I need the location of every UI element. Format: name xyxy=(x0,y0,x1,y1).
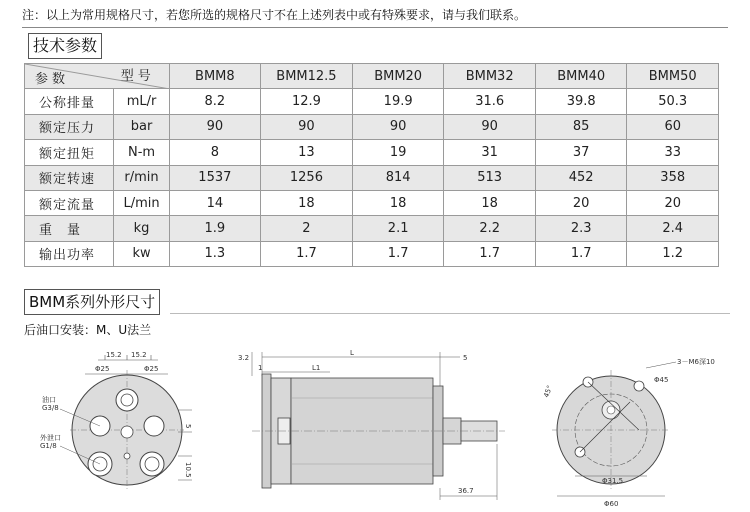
dim-label: 10.5 xyxy=(184,462,192,478)
model-header: BMM50 xyxy=(627,64,719,89)
note-text: 注：以上为常用规格尺寸，若您所选的规格尺寸不在上述列表中或有特殊要求，请与我们联系。 xyxy=(22,8,527,22)
value-cell: 18 xyxy=(260,190,352,215)
dim-label: 1 xyxy=(258,364,263,372)
section-title-dimensions: BMM系列外形尺寸 xyxy=(24,289,160,315)
table-row xyxy=(25,241,719,266)
table-row xyxy=(25,114,719,139)
table-row xyxy=(25,140,719,165)
value-cell: 12.9 xyxy=(260,89,352,114)
corner-label-param: 参数 xyxy=(35,72,70,88)
value-cell: 60 xyxy=(627,114,719,139)
dim-label: Φ25 xyxy=(144,365,159,373)
value-cell: 19.9 xyxy=(352,89,444,114)
value-cell: 513 xyxy=(444,165,536,190)
unit-cell: kw xyxy=(114,241,169,266)
value-cell: 8 xyxy=(169,140,260,165)
value-cell: 1256 xyxy=(260,165,352,190)
value-cell: 31 xyxy=(444,140,536,165)
outline-drawings xyxy=(0,340,750,512)
value-cell: 18 xyxy=(352,190,444,215)
value-cell: 37 xyxy=(535,140,627,165)
value-cell: 2.3 xyxy=(535,216,627,241)
value-cell: 2.2 xyxy=(444,216,536,241)
dim-label: L1 xyxy=(312,364,321,372)
dim-label: Φ31.5 xyxy=(602,477,624,485)
value-cell: 2 xyxy=(260,216,352,241)
value-cell: 452 xyxy=(535,165,627,190)
dim-label: 15.2 xyxy=(131,351,147,359)
unit-cell: kg xyxy=(114,216,169,241)
port-label: 油口 xyxy=(42,396,56,404)
dim-label: 3.2 xyxy=(238,354,250,362)
table-row xyxy=(25,190,719,215)
dim-label: L xyxy=(350,349,354,357)
value-cell: 1.7 xyxy=(444,241,536,266)
param-name-cell: 公称排量 xyxy=(25,89,114,114)
value-cell: 18 xyxy=(444,190,536,215)
model-header: BMM40 xyxy=(535,64,627,89)
value-cell: 814 xyxy=(352,165,444,190)
flange-note: 后油口安装：M、U法兰 xyxy=(24,323,152,337)
value-cell: 1.9 xyxy=(169,216,260,241)
value-cell: 1.3 xyxy=(169,241,260,266)
value-cell: 358 xyxy=(627,165,719,190)
value-cell: 19 xyxy=(352,140,444,165)
value-cell: 50.3 xyxy=(627,89,719,114)
param-name-cell: 额定压力 xyxy=(25,114,114,139)
table-row xyxy=(25,165,719,190)
value-cell: 90 xyxy=(352,114,444,139)
value-cell: 2.1 xyxy=(352,216,444,241)
dim-label: 5 xyxy=(463,354,468,362)
param-name-cell: 额定流量 xyxy=(25,190,114,215)
unit-cell: L/min xyxy=(114,190,169,215)
dim-label: Φ60 xyxy=(604,500,619,508)
param-name-cell: 输出功率 xyxy=(25,241,114,266)
model-header: BMM32 xyxy=(444,64,536,89)
section-title-specs: 技术参数 xyxy=(28,33,102,59)
value-cell: 20 xyxy=(627,190,719,215)
value-cell: 1.7 xyxy=(352,241,444,266)
model-header: BMM12.5 xyxy=(260,64,352,89)
value-cell: 1.2 xyxy=(627,241,719,266)
param-name-cell: 额定扭矩 xyxy=(25,140,114,165)
front-view-drawing xyxy=(40,351,192,490)
port-label: 外泄口 xyxy=(40,434,61,442)
value-cell: 8.2 xyxy=(169,89,260,114)
dim-label: 36.7 xyxy=(458,487,474,495)
top-rule xyxy=(22,27,728,28)
corner-label-type: 型号 xyxy=(120,69,155,84)
table-row xyxy=(25,89,719,114)
port-label: G3/8 xyxy=(42,404,59,412)
side-view-drawing xyxy=(238,349,505,500)
dim-label: Φ45 xyxy=(654,376,669,384)
dim-label: 3－M6深10 xyxy=(677,358,715,366)
unit-cell: r/min xyxy=(114,165,169,190)
unit-cell: bar xyxy=(114,114,169,139)
dim-label: Φ25 xyxy=(95,365,110,373)
unit-cell: mL/r xyxy=(114,89,169,114)
dim-label: 45° xyxy=(542,384,555,399)
unit-cell: N-m xyxy=(114,140,169,165)
value-cell: 85 xyxy=(535,114,627,139)
dim-label: 15.2 xyxy=(106,351,122,359)
model-header: BMM8 xyxy=(169,64,260,89)
value-cell: 2.4 xyxy=(627,216,719,241)
value-cell: 1537 xyxy=(169,165,260,190)
value-cell: 13 xyxy=(260,140,352,165)
value-cell: 33 xyxy=(627,140,719,165)
value-cell: 14 xyxy=(169,190,260,215)
dim-label: 5 xyxy=(184,424,192,429)
value-cell: 31.6 xyxy=(444,89,536,114)
value-cell: 39.8 xyxy=(535,89,627,114)
spec-table xyxy=(24,63,719,267)
table-header-row xyxy=(25,64,719,89)
param-name-cell: 重 量 xyxy=(25,216,114,241)
table-row xyxy=(25,216,719,241)
value-cell: 1.7 xyxy=(535,241,627,266)
value-cell: 90 xyxy=(169,114,260,139)
value-cell: 1.7 xyxy=(260,241,352,266)
port-label: G1/8 xyxy=(40,442,57,450)
value-cell: 20 xyxy=(535,190,627,215)
param-name-cell: 额定转速 xyxy=(25,165,114,190)
value-cell: 90 xyxy=(444,114,536,139)
rear-view-drawing xyxy=(542,358,714,508)
model-header: BMM20 xyxy=(352,64,444,89)
value-cell: 90 xyxy=(260,114,352,139)
table-corner-cell xyxy=(25,64,170,89)
section-rule xyxy=(170,313,730,314)
